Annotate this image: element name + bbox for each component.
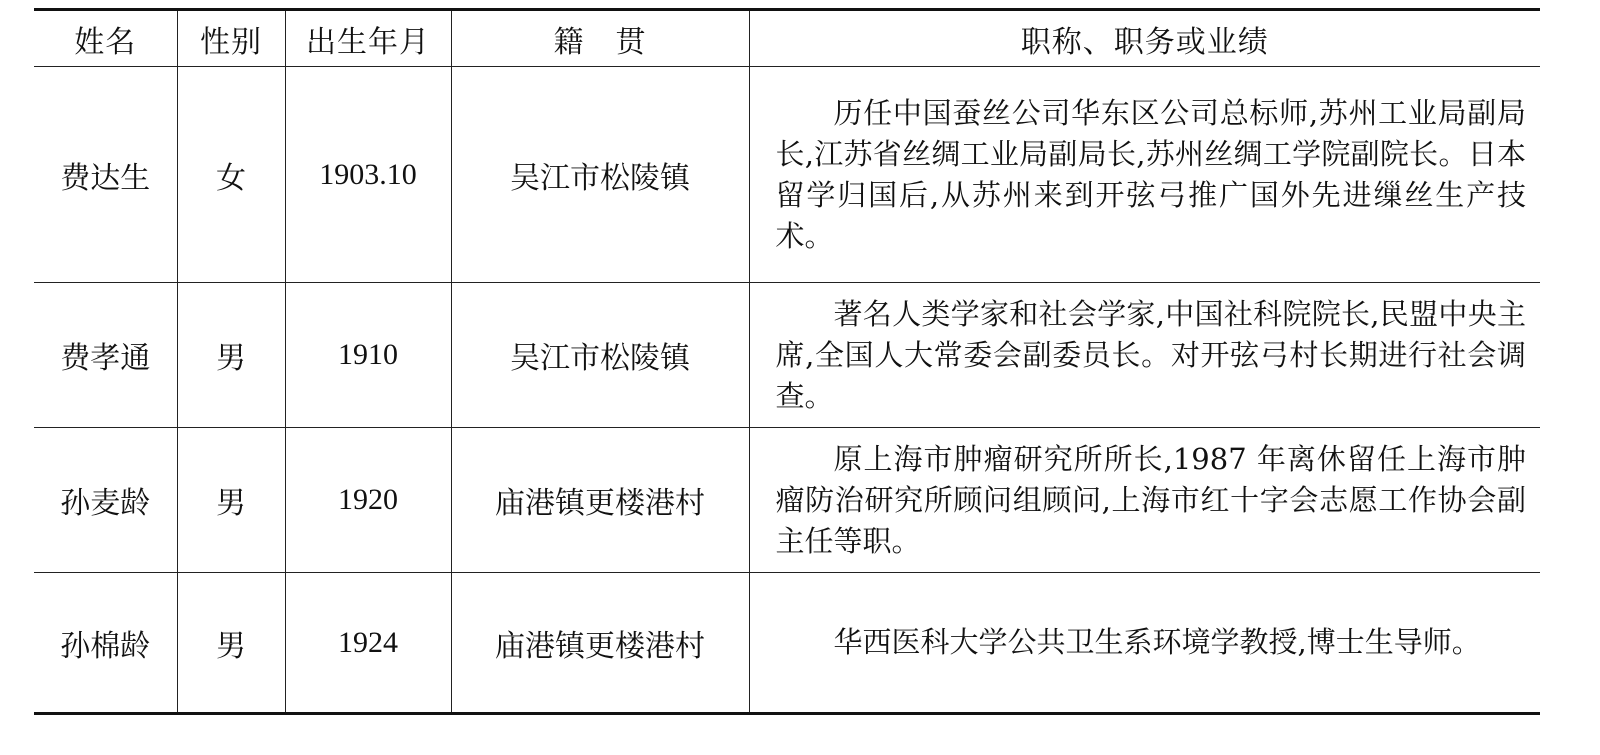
table-row (34, 67, 1540, 283)
biography-table (34, 8, 1540, 715)
cell-detail: 历任中国蚕丝公司华东区公司总标师,苏州工业局副局长,江苏省丝绸工业局副局长,苏州丝绸工学院副院长。日本留学归国后,从苏州来到开弦弓推广国外先进缫丝生产技术。 (749, 67, 1540, 283)
header-row (34, 10, 1540, 67)
cell-birth: 1924 (285, 573, 451, 714)
cell-birth: 1903.10 (285, 67, 451, 283)
cell-native-place: 吴江市松陵镇 (451, 283, 749, 428)
cell-gender: 女 (177, 67, 285, 283)
cell-native-place: 庙港镇更楼港村 (451, 428, 749, 573)
table-row (34, 283, 1540, 428)
cell-native-place: 庙港镇更楼港村 (451, 573, 749, 714)
table-body (34, 67, 1540, 714)
cell-gender: 男 (177, 573, 285, 714)
cell-detail: 华西医科大学公共卫生系环境学教授,博士生导师。 (749, 573, 1540, 714)
cell-native-place: 吴江市松陵镇 (451, 67, 749, 283)
cell-name: 费孝通 (34, 283, 177, 428)
header-native-place: 籍 贯 (451, 10, 749, 67)
cell-name: 费达生 (34, 67, 177, 283)
cell-birth: 1910 (285, 283, 451, 428)
table-header (34, 10, 1540, 67)
cell-detail: 原上海市肿瘤研究所所长,1987 年离休留任上海市肿瘤防治研究所顾问组顾问,上海市红十字会志愿工作协会副主任等职。 (749, 428, 1540, 573)
header-name: 姓名 (34, 10, 177, 67)
cell-birth: 1920 (285, 428, 451, 573)
header-birth: 出生年月 (285, 10, 451, 67)
header-gender: 性别 (177, 10, 285, 67)
table-row (34, 428, 1540, 573)
header-detail: 职称、职务或业绩 (749, 10, 1540, 67)
cell-name: 孙棉龄 (34, 573, 177, 714)
cell-detail: 著名人类学家和社会学家,中国社科院院长,民盟中央主席,全国人大常委会副委员长。对开弦弓村长期进行社会调查。 (749, 283, 1540, 428)
cell-gender: 男 (177, 283, 285, 428)
cell-name: 孙麦龄 (34, 428, 177, 573)
cell-gender: 男 (177, 428, 285, 573)
table-row (34, 573, 1540, 714)
